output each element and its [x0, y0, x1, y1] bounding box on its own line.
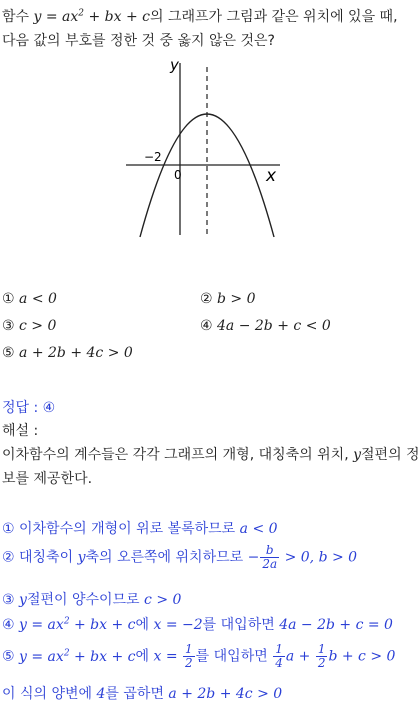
option-2[interactable]: ② b > 0: [200, 291, 256, 307]
explanation-step-4: ④ $y = ax^2$ + bx + c에 x = −2를 대입하면 4a − 2b + c = 0: [2, 616, 393, 633]
origin-label: 0: [174, 168, 182, 182]
explanation-intro-2: 보를 제공한다.: [2, 471, 93, 487]
tick-label-neg2: −2: [144, 150, 162, 164]
option-3[interactable]: ③ c > 0: [2, 318, 57, 334]
explanation-step-6: 이 식의 양변에 4를 곱하면 a + 2b + 4c > 0: [2, 686, 283, 702]
function-expression: $y = ax^2$ + bx + c: [33, 8, 150, 25]
answer-label: 정답 : ④: [2, 400, 56, 416]
explanation-step-3: ③ y절편이 양수이므로 c > 0: [2, 592, 182, 608]
question-line-1: 함수 $y = ax^2$ + bx + c의 그래프가 그림과 같은 위치에 있을 때,: [2, 8, 398, 25]
explanation-step-1: ① 이차함수의 개형이 위로 볼록하므로 a < 0: [2, 521, 278, 537]
explanation-label: 해설 :: [2, 423, 39, 439]
question-line-2: 다음 값의 부호를 정한 것 중 옳지 않은 것은?: [2, 33, 275, 49]
explanation-step-2: ② 대칭축이 y축의 오른쪽에 위치하므로 − $\frac{b}{2a}$ > 0, b > 0: [2, 543, 358, 571]
explanation-intro-1: 이차함수의 계수들은 각각 그래프의 개형, 대칭축의 위치, y절편의 정: [2, 447, 420, 463]
explanation-step-5: ⑤ $y = ax^2$ + bx + c에 x = $\frac{1}{2}$ 를 대입하면 $\frac{1}{4}$ a + $\frac{1}{2}$ b + c > 0: [2, 642, 396, 670]
x-axis-label: x: [266, 166, 277, 186]
option-5[interactable]: ⑤ a + 2b + 4c > 0: [2, 345, 133, 361]
option-1[interactable]: ① a < 0: [2, 291, 57, 307]
option-4[interactable]: ④ 4a − 2b + c < 0: [200, 318, 331, 334]
y-axis-label: y: [170, 56, 179, 74]
parabola-graph: [120, 55, 290, 245]
